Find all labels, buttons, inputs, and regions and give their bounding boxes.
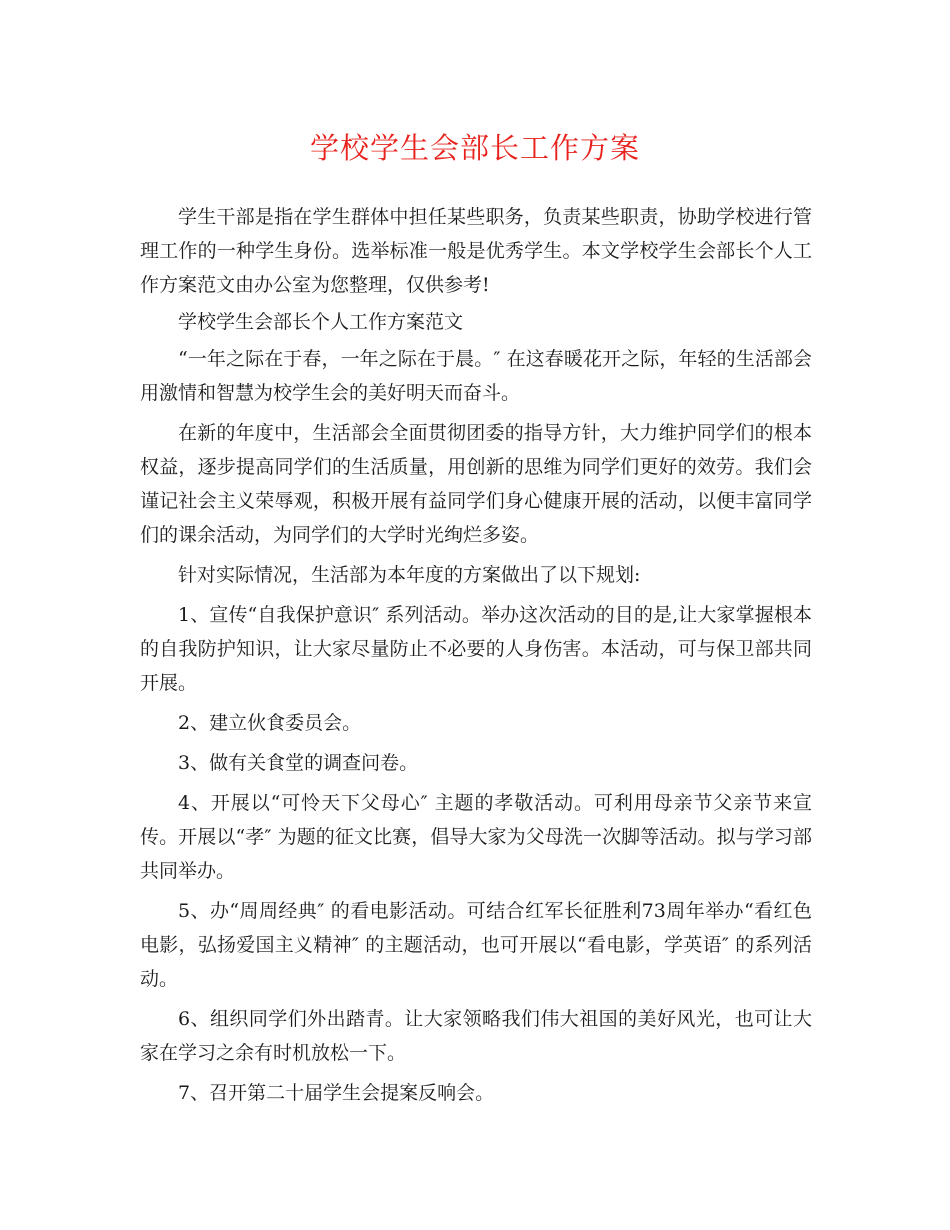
document-title: 学校学生会部长工作方案: [309, 131, 640, 165]
paragraph-intro: 学生干部是指在学生群体中担任某些职务，负责某些职责，协助学校进行管理工作的一种学生身份。选举标准一般是优秀学生。本文学校学生会部长个人工作方案范文由办公室为您整理，仅供参考!: [140, 206, 812, 296]
list-item: 5、办“周周经典″ 的看电影活动。可结合红军长征胜利73周年举办“看红色电影，弘扬爱国主义精神″ 的主题活动，也可开展以“看电影，学英语″ 的系列活动。: [140, 900, 812, 990]
paragraph-plan-intro: 针对实际情况，生活部为本年度的方案做出了以下规划:: [178, 564, 641, 586]
paragraph-quote: “一年之际在于春，一年之际在于晨。″ 在这春暖花开之际，年轻的生活部会用激情和智慧为校学生会的美好明天而奋斗。: [140, 348, 812, 404]
list-item: 6、组织同学们外出踏青。让大家领略我们伟大祖国的美好风光，也可让大家在学习之余有时机放松一下。: [140, 1008, 812, 1064]
list-item: 7、召开第二十届学生会提案反响会。: [178, 1082, 495, 1104]
list-item: 1、宣传“自我保护意识″ 系列活动。举办这次活动的目的是,让大家掌握根本的自我防护知识，让大家尽量防止不必要的人身伤害。本活动，可与保卫部共同开展。: [140, 604, 812, 694]
list-item: 2、建立伙食委员会。: [178, 712, 362, 734]
document-body: [140, 200, 812, 1116]
paragraph-subtitle: 学校学生会部长个人工作方案范文: [178, 311, 464, 333]
list-item: 4、开展以“可怜天下父母心″ 主题的孝敬活动。可利用母亲节父亲节来宣传。开展以“孝″ 为题的征文比赛，倡导大家为父母洗一次脚等活动。拟与学习部共同举办。: [140, 792, 812, 882]
list-item: 3、做有关食堂的调查问卷。: [178, 752, 419, 774]
paragraph-mission: 在新的年度中，生活部会全面贯彻团委的指导方针，大力维护同学们的根本权益，逐步提高同学们的生活质量，用创新的思维为同学们更好的效劳。我们会谨记社会主义荣辱观，积极开展有益同学们身心健康开展的活动，以便丰富同学们的课余活动，为同学们的大学时光绚烂多姿。: [140, 422, 812, 546]
